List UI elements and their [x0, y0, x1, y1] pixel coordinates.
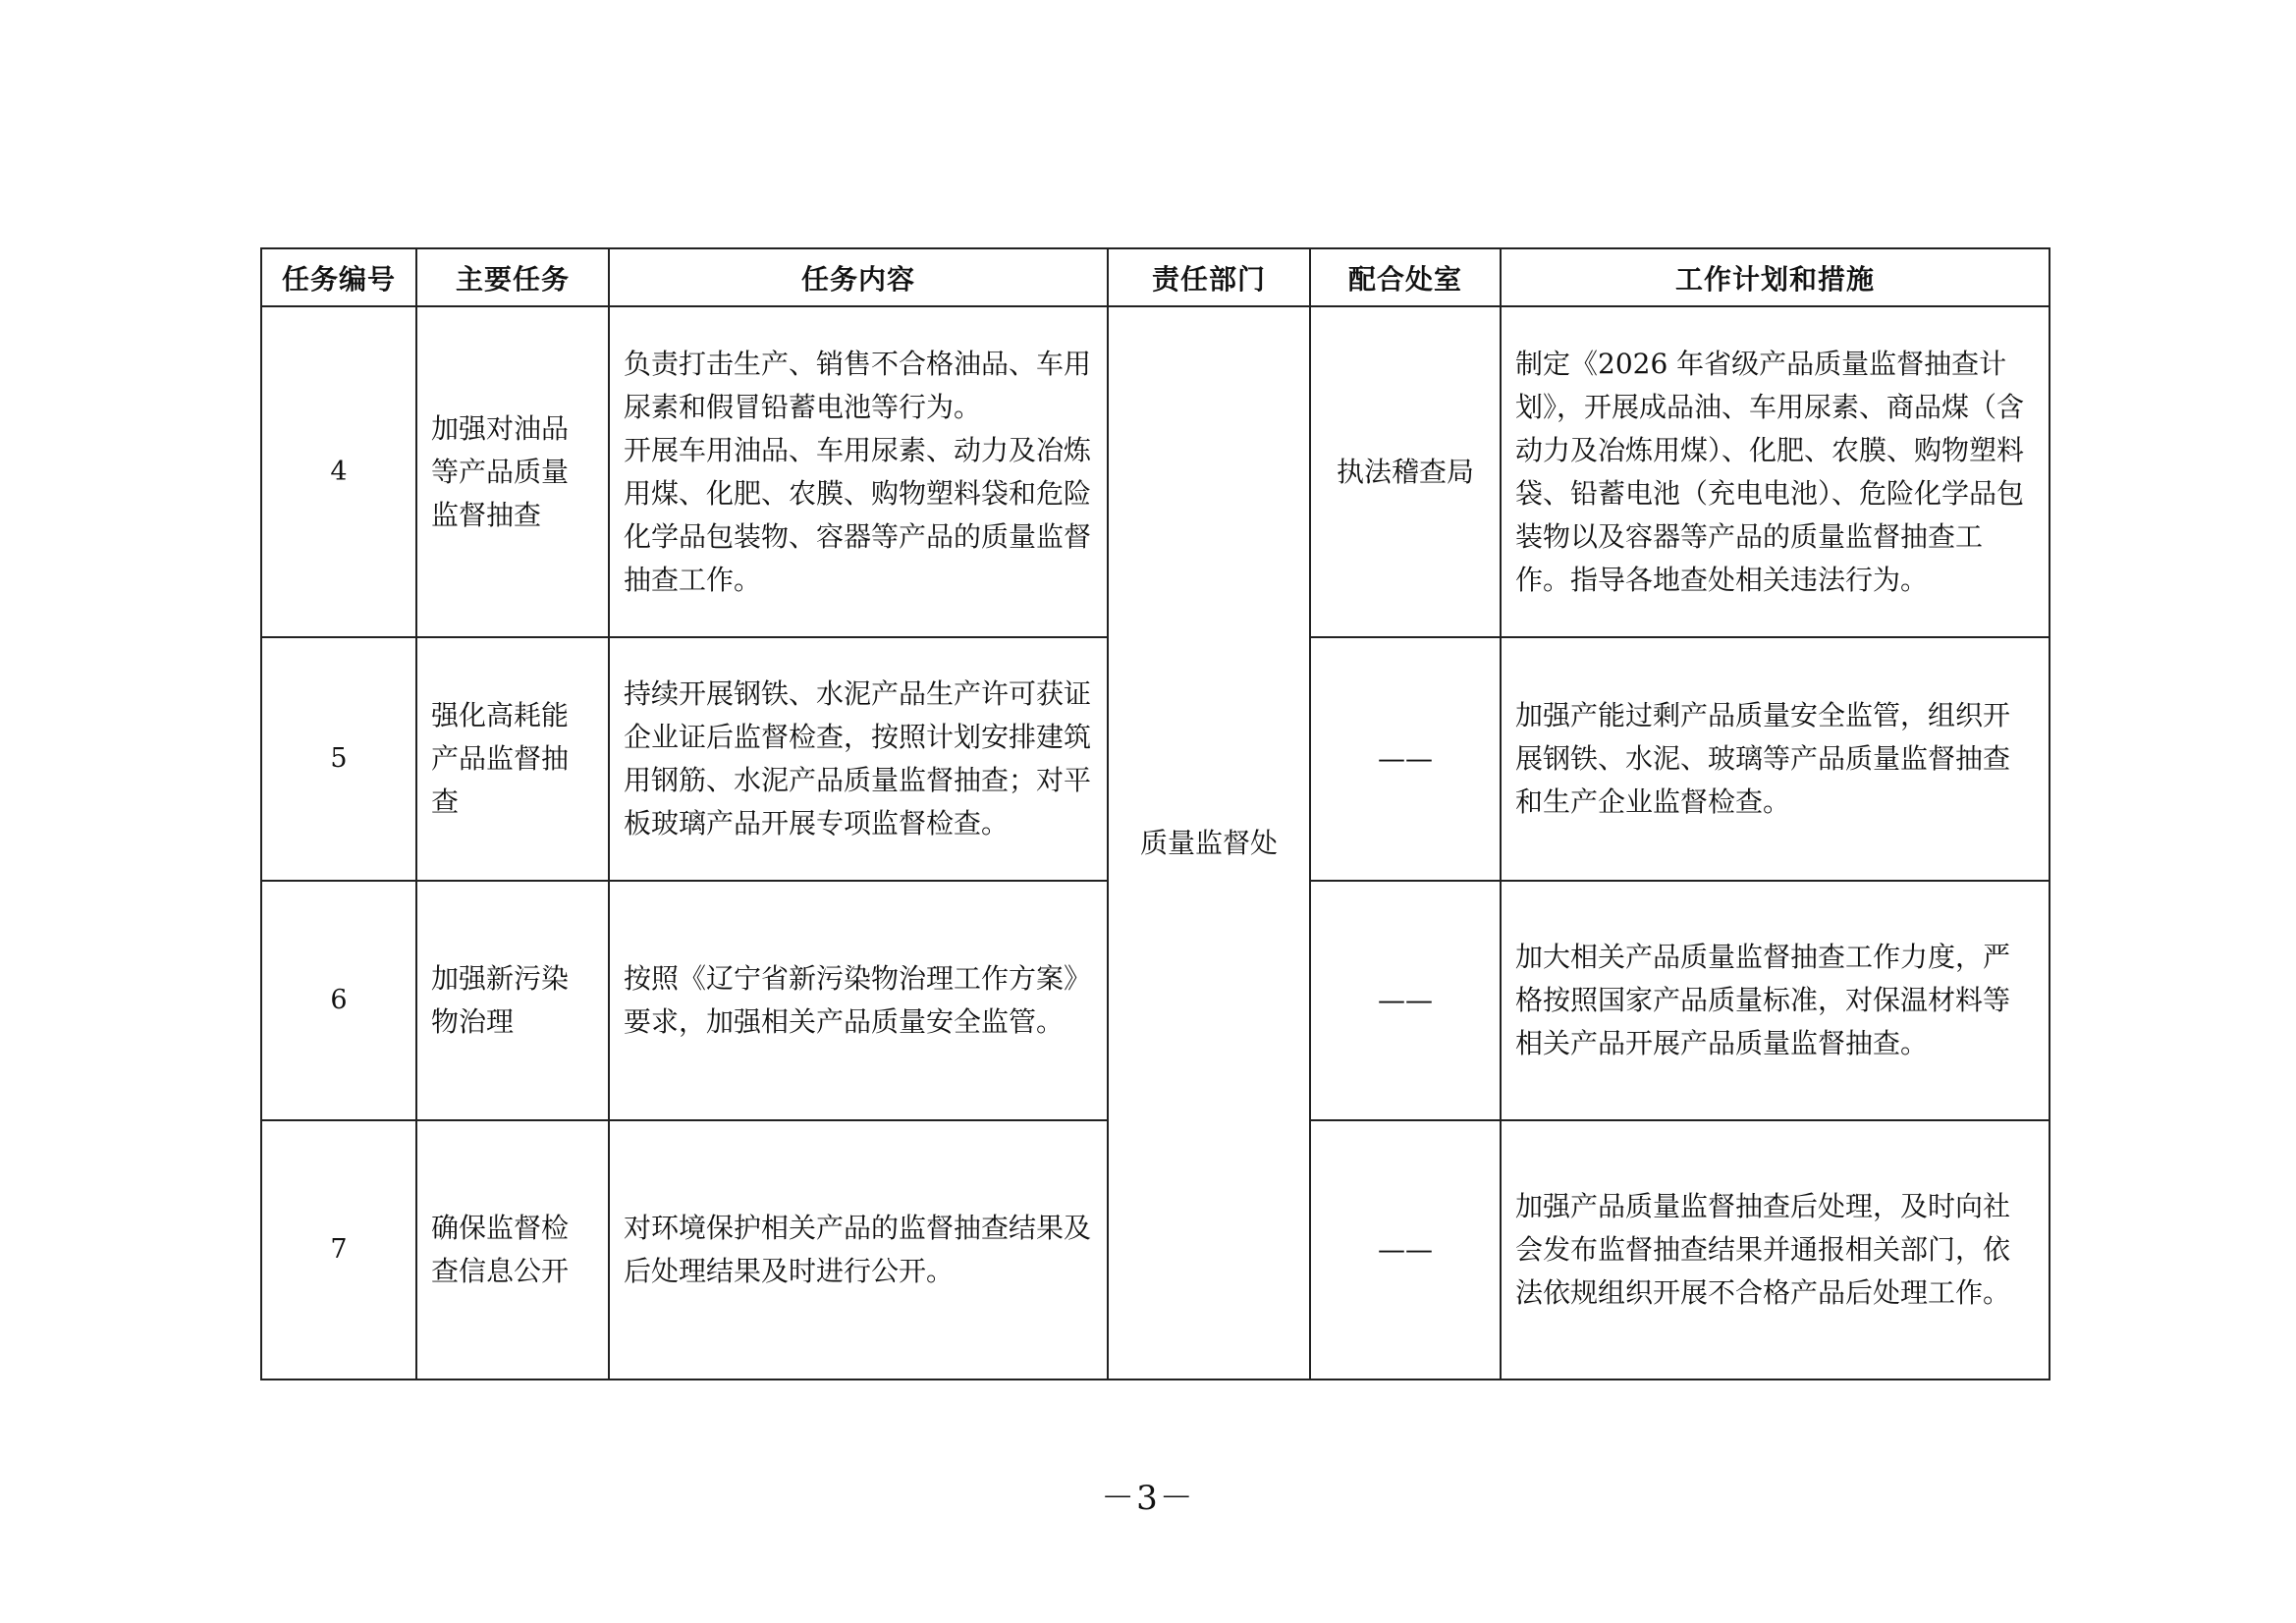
row-work-plan: 制定《2026 年省级产品质量监督抽查计划》，开展成品油、车用尿素、商品煤（含动力及冶炼用煤）、化肥、农膜、购物塑料袋、铅蓄电池（充电电池）、危险化学品包装物以及容器等产品的质量监督抽查工作。指导各地查处相关违法行为。 [1501, 306, 2050, 637]
row-main-task: 加强新污染物治理 [416, 881, 609, 1120]
task-table [260, 247, 2050, 1380]
row-work-plan: 加强产能过剩产品质量安全监管，组织开展钢铁、水泥、玻璃等产品质量监督抽查和生产企业监督检查。 [1501, 637, 2050, 881]
row-number: 5 [261, 637, 416, 881]
content-paragraph: 持续开展钢铁、水泥产品生产许可获证企业证后监督检查，按照计划安排建筑用钢筋、水泥产品质量监督抽查；对平板玻璃产品开展专项监督检查。 [624, 677, 1092, 839]
row-task-content [609, 306, 1108, 637]
row-cooperating-office: 执法稽查局 [1310, 306, 1501, 637]
page-number: －3－ [1101, 1479, 1195, 1518]
row-work-plan: 加大相关产品质量监督抽查工作力度，严格按照国家产品质量标准，对保温材料等相关产品开展产品质量监督抽查。 [1501, 881, 2050, 1120]
row-cooperating-office: —— [1310, 881, 1501, 1120]
row-main-task: 确保监督检查信息公开 [416, 1120, 609, 1380]
responsible-department: 质量监督处 [1108, 306, 1310, 1380]
row-task-content [609, 1120, 1108, 1380]
content-paragraph: 对环境保护相关产品的监督抽查结果及后处理结果及时进行公开。 [624, 1212, 1092, 1287]
table-header-row [261, 248, 2050, 306]
row-number: 6 [261, 881, 416, 1120]
row-work-plan: 加强产品质量监督抽查后处理，及时向社会发布监督抽查结果并通报相关部门，依法依规组织开展不合格产品后处理工作。 [1501, 1120, 2050, 1380]
row-cooperating-office: —— [1310, 637, 1501, 881]
row-task-content [609, 881, 1108, 1120]
header-main-task: 主要任务 [416, 248, 609, 306]
row-number: 4 [261, 306, 416, 637]
header-cooperating-office: 配合处室 [1310, 248, 1501, 306]
header-work-plan: 工作计划和措施 [1501, 248, 2050, 306]
header-responsible-department: 责任部门 [1108, 248, 1310, 306]
content-paragraph: 开展车用油品、车用尿素、动力及冶炼用煤、化肥、农膜、购物塑料袋和危险化学品包装物、容器等产品的质量监督抽查工作。 [624, 433, 1092, 596]
row-main-task: 强化高耗能产品监督抽查 [416, 637, 609, 881]
row-cooperating-office: —— [1310, 1120, 1501, 1380]
content-paragraph: 按照《辽宁省新污染物治理工作方案》要求，加强相关产品质量安全监管。 [624, 962, 1092, 1038]
content-paragraph: 负责打击生产、销售不合格油品、车用尿素和假冒铅蓄电池等行为。 [624, 347, 1092, 423]
table-row [261, 306, 2050, 637]
row-task-content [609, 637, 1108, 881]
row-main-task: 加强对油品等产品质量监督抽查 [416, 306, 609, 637]
header-task-content: 任务内容 [609, 248, 1108, 306]
header-task-number: 任务编号 [261, 248, 416, 306]
row-number: 7 [261, 1120, 416, 1380]
